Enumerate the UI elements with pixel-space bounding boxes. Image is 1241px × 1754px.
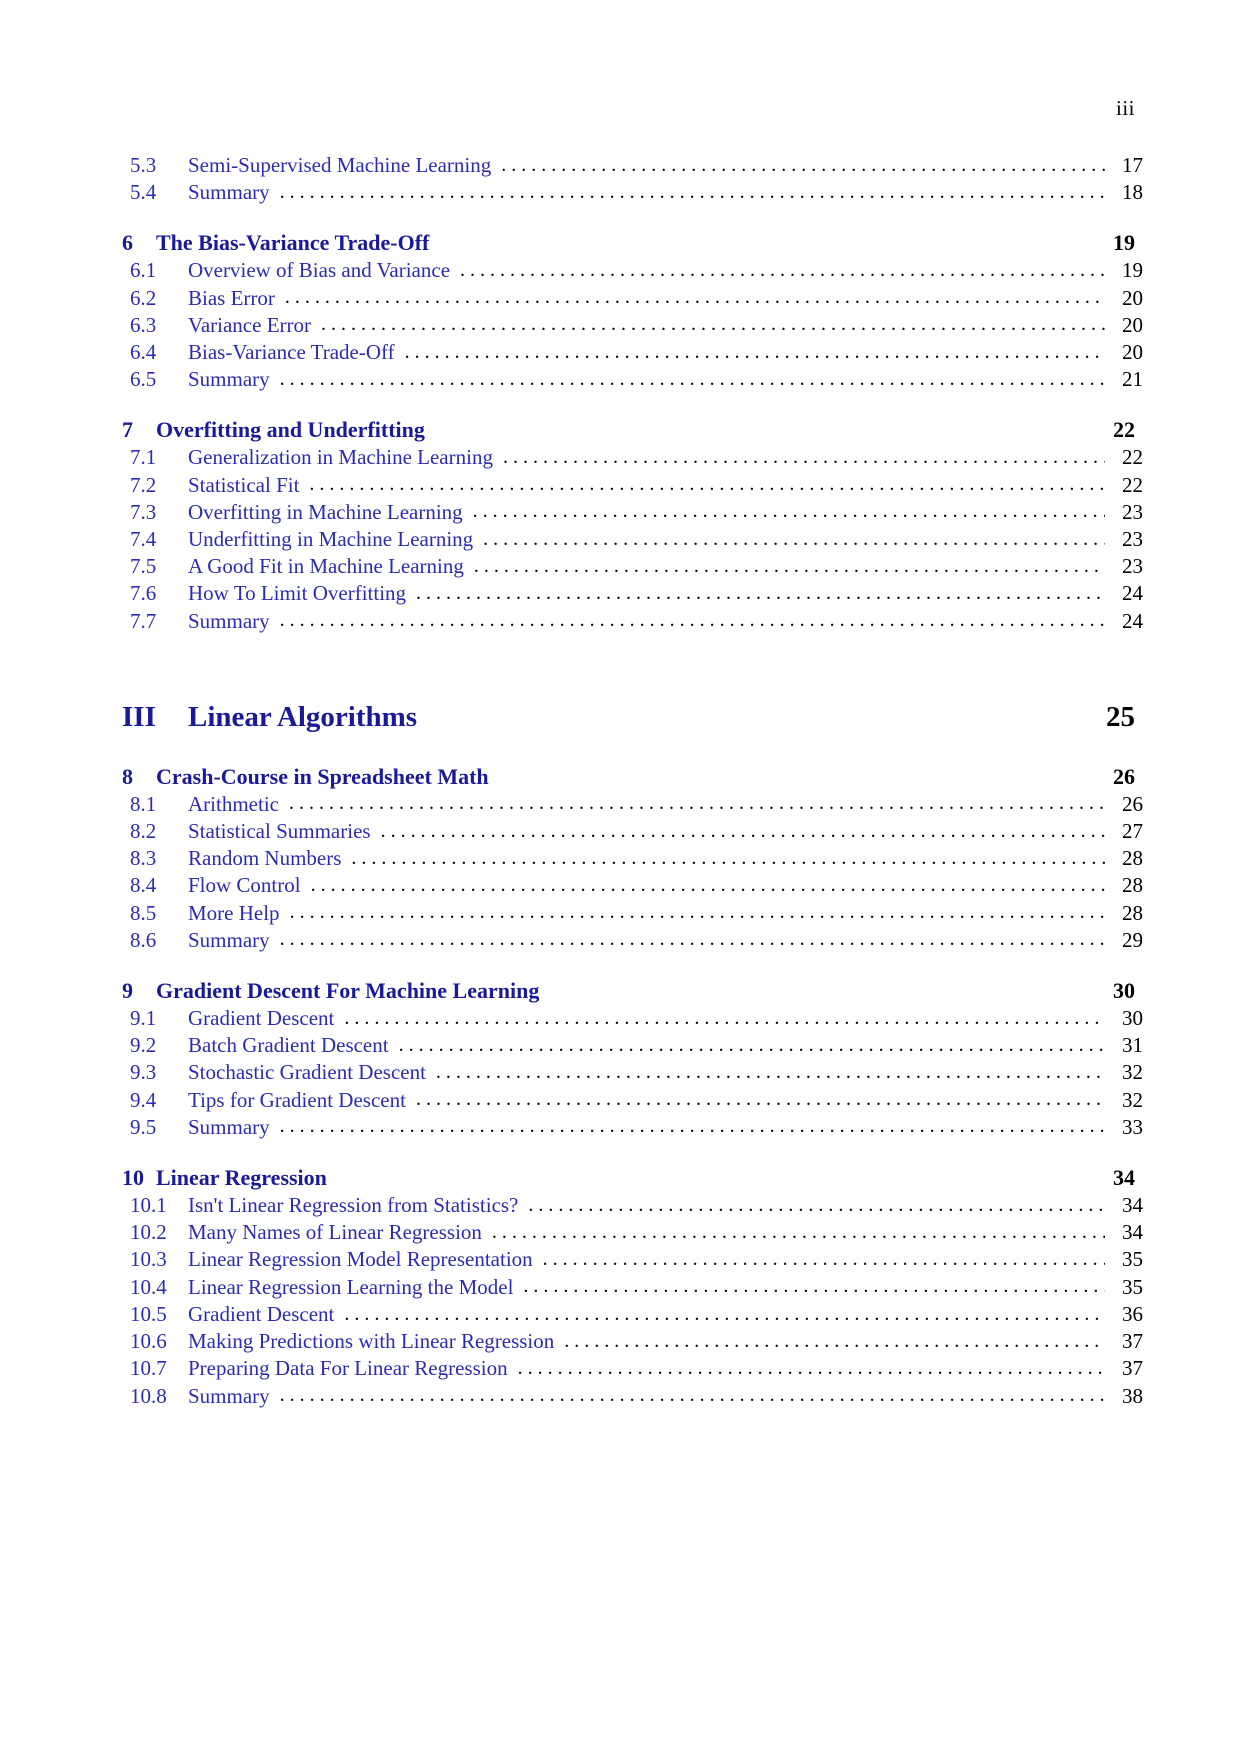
toc-entry-page-number: 28 bbox=[1122, 846, 1143, 871]
toc-entry-page-number: 23 bbox=[1122, 527, 1143, 552]
toc-entry-6-3[interactable] bbox=[122, 312, 1143, 339]
toc-entry-6-1[interactable] bbox=[122, 257, 1143, 284]
toc-entry-page-number: 19 bbox=[1122, 258, 1143, 283]
toc-entry-number: 10.3 bbox=[130, 1247, 167, 1272]
toc-leader-dots bbox=[483, 530, 1105, 551]
toc-entry-9-3[interactable] bbox=[122, 1059, 1143, 1086]
toc-entry-10-2[interactable] bbox=[122, 1219, 1143, 1246]
toc-leader-dots bbox=[280, 370, 1105, 391]
toc-entry-title: Random Numbers bbox=[188, 846, 342, 871]
toc-entry-page-number: 35 bbox=[1122, 1274, 1143, 1299]
toc-entry-number: 9.3 bbox=[130, 1060, 157, 1085]
toc-entry-number: 6.5 bbox=[130, 367, 157, 392]
toc-entry-page-number: 20 bbox=[1122, 285, 1143, 310]
toc-entry-9[interactable] bbox=[122, 976, 1135, 1005]
page-folio-number: iii bbox=[1115, 96, 1135, 120]
toc-entry-page-number: 38 bbox=[1122, 1383, 1143, 1408]
toc-entry-page-number: 34 bbox=[1113, 1165, 1135, 1191]
toc-leader-dots bbox=[491, 762, 1097, 784]
toc-entry-10[interactable] bbox=[122, 1163, 1135, 1192]
toc-entry-number: 7.6 bbox=[130, 581, 157, 606]
toc-entry-title: Batch Gradient Descent bbox=[188, 1033, 389, 1058]
toc-entry-title: Summary bbox=[188, 180, 270, 205]
toc-entry-9-4[interactable] bbox=[122, 1087, 1143, 1114]
toc-entry-9-1[interactable] bbox=[122, 1005, 1143, 1032]
toc-entry-title: Summary bbox=[188, 367, 270, 392]
toc-leader-dots bbox=[543, 1250, 1105, 1271]
toc-leader-dots bbox=[416, 584, 1105, 605]
toc-entry-number: 6 bbox=[122, 230, 133, 256]
toc-entry-6[interactable] bbox=[122, 228, 1135, 257]
toc-entry-number: 5.4 bbox=[130, 180, 157, 205]
toc-leader-dots bbox=[344, 1009, 1105, 1030]
toc-entry-number: 8 bbox=[122, 763, 133, 789]
toc-entry-title: How To Limit Overfitting bbox=[188, 581, 407, 606]
toc-entry-title: A Good Fit in Machine Learning bbox=[188, 554, 464, 579]
toc-entry-number: 7.1 bbox=[130, 445, 157, 470]
toc-leader-dots bbox=[329, 1163, 1097, 1185]
toc-entry-page-number: 30 bbox=[1113, 978, 1135, 1004]
toc-entry-7-7[interactable] bbox=[122, 608, 1143, 635]
toc-entry-number: 7.4 bbox=[130, 527, 157, 552]
toc-entry-page-number: 20 bbox=[1122, 312, 1143, 337]
toc-entry-number: 9.1 bbox=[130, 1006, 157, 1031]
toc-leader-dots bbox=[290, 904, 1105, 925]
toc-entry-number: 7 bbox=[122, 417, 133, 443]
toc-entry-number: 6.1 bbox=[130, 258, 157, 283]
toc-entry-5-4[interactable] bbox=[122, 179, 1143, 206]
toc-entry-page-number: 34 bbox=[1122, 1193, 1143, 1218]
toc-entry-title: Overfitting and Underfitting bbox=[156, 417, 425, 443]
toc-entry-number: 9.5 bbox=[130, 1114, 157, 1139]
toc-entry-number: 7.2 bbox=[130, 472, 157, 497]
toc-leader-dots bbox=[381, 822, 1105, 843]
toc-entry-number: 7.3 bbox=[130, 499, 157, 524]
toc-leader-dots bbox=[280, 1387, 1105, 1408]
toc-entry-iii[interactable] bbox=[122, 697, 1135, 736]
toc-entry-page-number: 25 bbox=[1106, 700, 1135, 733]
toc-entry-number: 10.6 bbox=[130, 1329, 167, 1354]
toc-entry-number: III bbox=[122, 700, 156, 733]
toc-entry-number: 8.3 bbox=[130, 846, 157, 871]
toc-entry-7-3[interactable] bbox=[122, 499, 1143, 526]
toc-entry-page-number: 17 bbox=[1122, 153, 1143, 177]
toc-entry-page-number: 24 bbox=[1122, 581, 1143, 606]
toc-entry-title: Overfitting in Machine Learning bbox=[188, 499, 463, 524]
toc-entry-title: Gradient Descent bbox=[188, 1006, 335, 1031]
toc-leader-dots bbox=[321, 316, 1105, 337]
toc-entry-page-number: 36 bbox=[1122, 1301, 1143, 1326]
toc-entry-number: 10.7 bbox=[130, 1356, 167, 1381]
toc-entry-8-3[interactable] bbox=[122, 845, 1143, 872]
toc-entry-page-number: 33 bbox=[1122, 1114, 1143, 1139]
toc-entry-number: 10.1 bbox=[130, 1193, 167, 1218]
toc-entry-6-2[interactable] bbox=[122, 285, 1143, 312]
toc-entry-7-2[interactable] bbox=[122, 472, 1143, 499]
toc-entry-6-4[interactable] bbox=[122, 339, 1143, 366]
toc-entry-title: Arithmetic bbox=[188, 791, 279, 816]
toc-entry-page-number: 26 bbox=[1122, 791, 1143, 816]
toc-entry-page-number: 37 bbox=[1122, 1356, 1143, 1381]
toc-entry-title: Isn't Linear Regression from Statistics? bbox=[188, 1193, 519, 1218]
toc-leader-dots bbox=[518, 1359, 1105, 1380]
toc-entry-title: Linear Regression Learning the Model bbox=[188, 1274, 514, 1299]
toc-entry-7-4[interactable] bbox=[122, 526, 1143, 553]
toc-spacer bbox=[122, 1141, 1135, 1163]
toc-leader-dots bbox=[289, 795, 1105, 816]
toc-entry-number: 6.2 bbox=[130, 285, 157, 310]
toc-leader-dots bbox=[503, 448, 1105, 469]
toc-entry-page-number: 20 bbox=[1122, 340, 1143, 365]
toc-entry-title: Summary bbox=[188, 1114, 270, 1139]
toc-entry-title: Preparing Data For Linear Regression bbox=[188, 1356, 508, 1381]
toc-entry-title: Underfitting in Machine Learning bbox=[188, 527, 474, 552]
toc-entry-number: 10.2 bbox=[130, 1220, 167, 1245]
toc-entry-number: 6.3 bbox=[130, 312, 157, 337]
toc-entry-page-number: 19 bbox=[1113, 230, 1135, 256]
toc-entry-page-number: 18 bbox=[1122, 180, 1143, 205]
toc-entry-title: Overview of Bias and Variance bbox=[188, 258, 451, 283]
toc-entry-page-number: 31 bbox=[1122, 1033, 1143, 1058]
toc-entry-page-number: 24 bbox=[1122, 608, 1143, 633]
toc-entry-title: Summary bbox=[188, 927, 270, 952]
toc-entry-7-1[interactable] bbox=[122, 444, 1143, 471]
table-of-contents bbox=[122, 152, 1143, 1410]
toc-entry-number: 5.3 bbox=[130, 153, 157, 177]
toc-entry-page-number: 29 bbox=[1122, 927, 1143, 952]
toc-leader-dots bbox=[311, 876, 1105, 897]
toc-entry-title: Summary bbox=[188, 1383, 270, 1408]
toc-entry-page-number: 27 bbox=[1122, 819, 1143, 844]
toc-entry-title: Variance Error bbox=[188, 312, 312, 337]
toc-entry-page-number: 26 bbox=[1113, 763, 1135, 789]
toc-entry-title: Generalization in Machine Learning bbox=[188, 445, 493, 470]
toc-entry-10-1[interactable] bbox=[122, 1192, 1143, 1219]
toc-entry-number: 10.5 bbox=[130, 1301, 167, 1326]
toc-entry-page-number: 32 bbox=[1122, 1060, 1143, 1085]
toc-entry-title: Many Names of Linear Regression bbox=[188, 1220, 482, 1245]
toc-entry-7-5[interactable] bbox=[122, 553, 1143, 580]
toc-entry-title: Gradient Descent For Machine Learning bbox=[156, 978, 540, 1004]
toc-entry-7-6[interactable] bbox=[122, 580, 1143, 607]
toc-entry-title: Making Predictions with Linear Regression bbox=[188, 1329, 555, 1354]
toc-entry-number: 7.5 bbox=[130, 554, 157, 579]
toc-entry-page-number: 22 bbox=[1113, 417, 1135, 443]
toc-entry-title: Linear Regression Model Representation bbox=[188, 1247, 533, 1272]
toc-leader-dots bbox=[399, 1036, 1105, 1057]
toc-entry-8-4[interactable] bbox=[122, 872, 1143, 899]
toc-entry-page-number: 35 bbox=[1122, 1247, 1143, 1272]
toc-entry-number: 7.7 bbox=[130, 608, 157, 633]
toc-entry-title: Bias Error bbox=[188, 285, 275, 310]
toc-entry-10-5[interactable] bbox=[122, 1301, 1143, 1328]
toc-entry-page-number: 34 bbox=[1122, 1220, 1143, 1245]
toc-leader-dots bbox=[501, 156, 1105, 177]
toc-entry-page-number: 28 bbox=[1122, 873, 1143, 898]
toc-leader-dots bbox=[541, 976, 1097, 998]
toc-entry-title: Semi-Supervised Machine Learning bbox=[188, 153, 492, 177]
toc-entry-number: 6.4 bbox=[130, 340, 157, 365]
toc-entry-title: Linear Regression bbox=[156, 1165, 327, 1191]
toc-entry-title: Summary bbox=[188, 608, 270, 633]
toc-leader-dots bbox=[473, 503, 1105, 524]
toc-entry-page-number: 28 bbox=[1122, 900, 1143, 925]
toc-leader-dots bbox=[427, 415, 1097, 437]
toc-entry-number: 8.4 bbox=[130, 873, 157, 898]
toc-entry-page-number: 30 bbox=[1122, 1006, 1143, 1031]
toc-entry-title: Linear Algorithms bbox=[188, 700, 418, 733]
toc-entry-page-number: 22 bbox=[1122, 445, 1143, 470]
toc-entry-number: 8.2 bbox=[130, 819, 157, 844]
toc-spacer bbox=[122, 635, 1135, 697]
toc-spacer bbox=[122, 206, 1135, 228]
toc-entry-10-8[interactable] bbox=[122, 1383, 1143, 1410]
toc-leader-dots bbox=[460, 261, 1105, 282]
toc-entry-8-5[interactable] bbox=[122, 900, 1143, 927]
toc-entry-page-number: 21 bbox=[1122, 367, 1143, 392]
toc-entry-7[interactable] bbox=[122, 415, 1135, 444]
toc-entry-page-number: 22 bbox=[1122, 472, 1143, 497]
toc-spacer bbox=[122, 954, 1135, 976]
toc-leader-dots bbox=[564, 1332, 1105, 1353]
toc-leader-dots bbox=[523, 1278, 1105, 1299]
toc-leader-dots bbox=[405, 343, 1105, 364]
toc-entry-8-2[interactable] bbox=[122, 818, 1143, 845]
toc-entry-title: More Help bbox=[188, 900, 280, 925]
toc-spacer bbox=[122, 736, 1135, 762]
toc-leader-dots bbox=[528, 1196, 1105, 1217]
toc-entry-number: 9.2 bbox=[130, 1033, 157, 1058]
toc-leader-dots bbox=[492, 1223, 1105, 1244]
toc-leader-dots bbox=[416, 1091, 1105, 1112]
toc-entry-10-6[interactable] bbox=[122, 1328, 1143, 1355]
toc-leader-dots bbox=[309, 476, 1105, 497]
toc-entry-title: Statistical Fit bbox=[188, 472, 300, 497]
toc-entry-8[interactable] bbox=[122, 762, 1135, 791]
toc-entry-10-3[interactable] bbox=[122, 1246, 1143, 1273]
toc-entry-10-7[interactable] bbox=[122, 1355, 1143, 1382]
toc-entry-page-number: 23 bbox=[1122, 499, 1143, 524]
toc-leader-dots bbox=[351, 849, 1105, 870]
toc-leader-dots bbox=[280, 183, 1105, 204]
toc-entry-number: 10 bbox=[122, 1165, 144, 1191]
toc-leader-dots bbox=[474, 557, 1105, 578]
toc-leader-dots bbox=[280, 1118, 1105, 1139]
toc-entry-number: 10.8 bbox=[130, 1383, 167, 1408]
toc-leader-dots bbox=[427, 697, 1097, 726]
toc-leader-dots bbox=[280, 931, 1105, 952]
toc-entry-6-5[interactable] bbox=[122, 366, 1143, 393]
toc-entry-number: 9.4 bbox=[130, 1087, 157, 1112]
toc-entry-title: The Bias-Variance Trade-Off bbox=[156, 230, 430, 256]
toc-entry-page-number: 37 bbox=[1122, 1329, 1143, 1354]
toc-entry-8-1[interactable] bbox=[122, 791, 1143, 818]
toc-entry-title: Tips for Gradient Descent bbox=[188, 1087, 406, 1112]
toc-leader-dots bbox=[431, 228, 1097, 250]
toc-leader-dots bbox=[436, 1063, 1105, 1084]
toc-entry-title: Gradient Descent bbox=[188, 1301, 335, 1326]
toc-entry-number: 9 bbox=[122, 978, 133, 1004]
toc-entry-number: 8.1 bbox=[130, 791, 157, 816]
toc-entry-5-3[interactable] bbox=[122, 152, 1143, 179]
toc-leader-dots bbox=[285, 289, 1105, 310]
toc-entry-10-4[interactable] bbox=[122, 1274, 1143, 1301]
toc-entry-title: Stochastic Gradient Descent bbox=[188, 1060, 426, 1085]
toc-entry-title: Flow Control bbox=[188, 873, 301, 898]
toc-entry-number: 8.6 bbox=[130, 927, 157, 952]
toc-entry-page-number: 23 bbox=[1122, 554, 1143, 579]
toc-entry-page-number: 32 bbox=[1122, 1087, 1143, 1112]
toc-leader-dots bbox=[344, 1305, 1105, 1326]
toc-leader-dots bbox=[280, 612, 1105, 633]
toc-entry-title: Bias-Variance Trade-Off bbox=[188, 340, 395, 365]
toc-entry-title: Statistical Summaries bbox=[188, 819, 371, 844]
toc-entry-9-2[interactable] bbox=[122, 1032, 1143, 1059]
toc-entry-title: Crash-Course in Spreadsheet Math bbox=[156, 763, 489, 789]
toc-spacer bbox=[122, 393, 1135, 415]
toc-entry-9-5[interactable] bbox=[122, 1114, 1143, 1141]
toc-entry-number: 10.4 bbox=[130, 1274, 167, 1299]
toc-entry-8-6[interactable] bbox=[122, 927, 1143, 954]
toc-entry-number: 8.5 bbox=[130, 900, 157, 925]
